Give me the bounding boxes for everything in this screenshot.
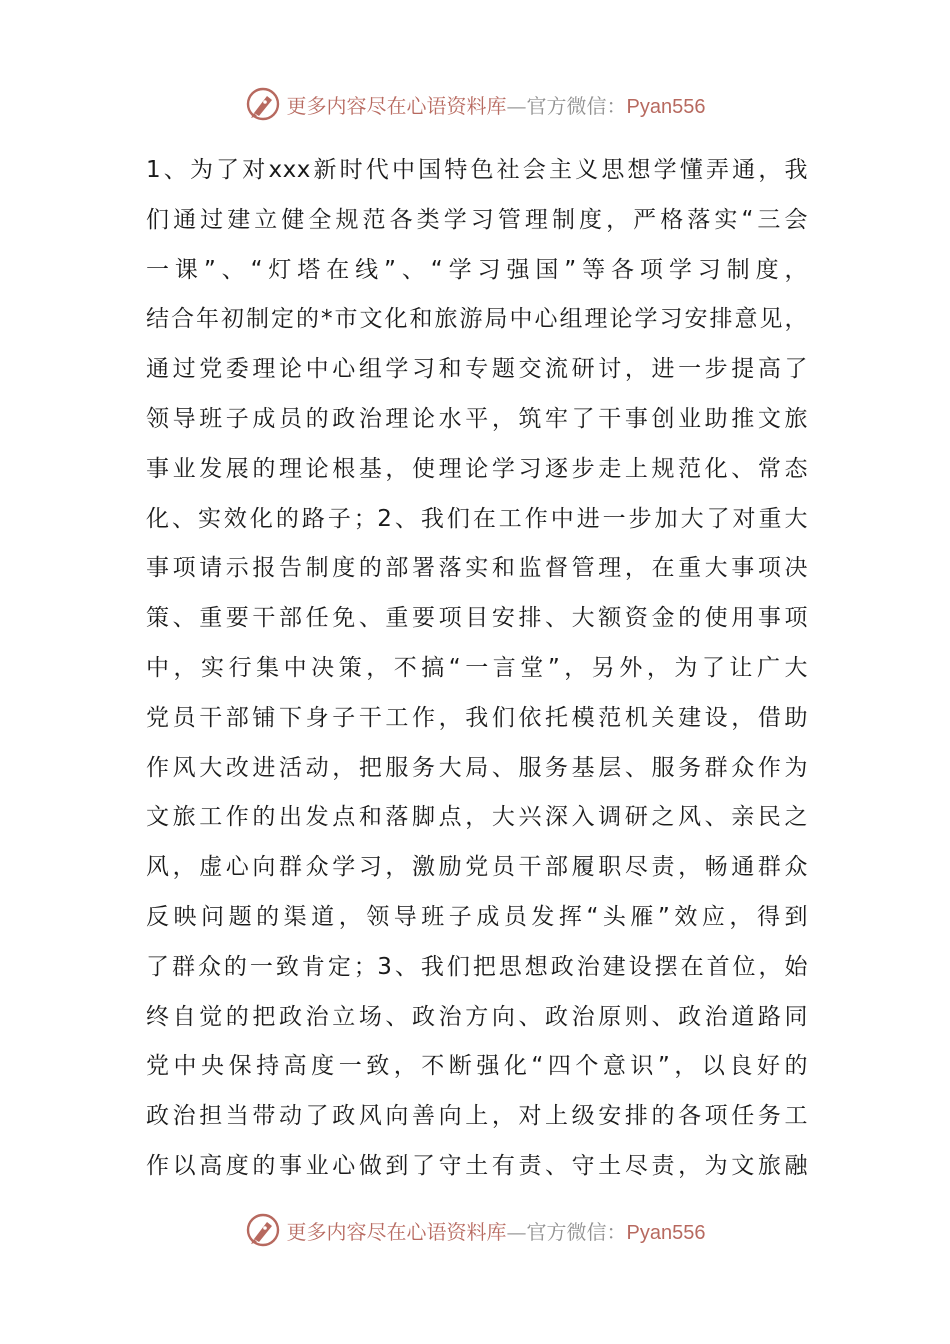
footer-watermark-content (245, 1212, 706, 1248)
body-text-line: 党中央保持高度一致，不断强化“四个意识”，以良好的 (146, 1053, 808, 1080)
body-text-line: 反映问题的渠道，领导班子成员发挥“头雁”效应，得到 (146, 903, 808, 930)
watermark-text (287, 1216, 706, 1245)
watermark-separator: — (506, 1219, 527, 1244)
body-text-line: 作风大改进活动，把服务大局、服务基层、服务群众作为 (146, 754, 808, 781)
body-text-line: 事项请示报告制度的部署落实和监督管理，在重大事项决 (146, 555, 808, 582)
watermark-site-text: 更多内容尽在心语资料库 (286, 1219, 507, 1244)
body-text-line: 们通过建立健全规范各类学习管理制度，严格落实“三会 (146, 206, 808, 233)
body-text-line: 了群众的一致肯定；3、我们把思想政治建设摆在首位，始 (146, 953, 808, 980)
watermark-site-text: 更多内容尽在心语资料库 (286, 93, 507, 118)
pen-nib-logo-icon (245, 1212, 281, 1248)
body-text-line: 作以高度的事业心做到了守土有责、守土尽责，为文旅融 (146, 1152, 808, 1179)
document-body (146, 146, 808, 1192)
body-text-line: 风，虚心向群众学习，激励党员干部履职尽责，畅通群众 (146, 854, 808, 881)
body-text-line: 政治担当带动了政风向善向上，对上级安排的各项任务工 (146, 1103, 808, 1130)
watermark-wechat-id: Pyan556 (626, 1221, 706, 1244)
body-text-line: 党员干部铺下身子干工作，我们依托模范机关建设，借助 (146, 704, 808, 731)
body-text-line: 1、为了对xxx新时代中国特色社会主义思想学懂弄通，我 (146, 157, 808, 183)
watermark-separator: — (506, 93, 527, 118)
body-text-line: 策、重要干部任免、重要项目安排、大额资金的使用事项 (146, 605, 808, 632)
body-text-line: 文旅工作的出发点和落脚点，大兴深入调研之风、亲民之 (146, 804, 808, 831)
body-text-line: 通过党委理论中心组学习和专题交流研讨，进一步提高了 (146, 356, 808, 383)
watermark-text (287, 90, 706, 119)
body-text-line: 化、实效化的路子；2、我们在工作中进一步加大了对重大 (146, 505, 808, 532)
body-text-line: 一课”、“灯塔在线”、“学习强国”等各项学习制度， (146, 256, 808, 283)
header-watermark (0, 84, 950, 124)
body-text-line: 终自觉的把政治立场、政治方向、政治原则、政治道路同 (146, 1003, 808, 1030)
watermark-wechat-id: Pyan556 (626, 95, 706, 118)
pen-nib-logo-icon (245, 86, 281, 122)
header-watermark-content (245, 86, 706, 122)
body-text-line: 中，实行集中决策，不搞“一言堂”，另外，为了让广大 (146, 654, 808, 681)
body-text-line: 事业发展的理论根基，使理论学习逐步走上规范化、常态 (146, 455, 808, 482)
watermark-wechat-label: 官方微信： (526, 93, 627, 118)
watermark-wechat-label: 官方微信： (526, 1219, 627, 1244)
body-text-line: 领导班子成员的政治理论水平，筑牢了干事创业助推文旅 (146, 405, 808, 432)
body-text-line: 结合年初制定的*市文化和旅游局中心组理论学习安排意见， (146, 306, 808, 333)
footer-watermark (0, 1210, 950, 1250)
